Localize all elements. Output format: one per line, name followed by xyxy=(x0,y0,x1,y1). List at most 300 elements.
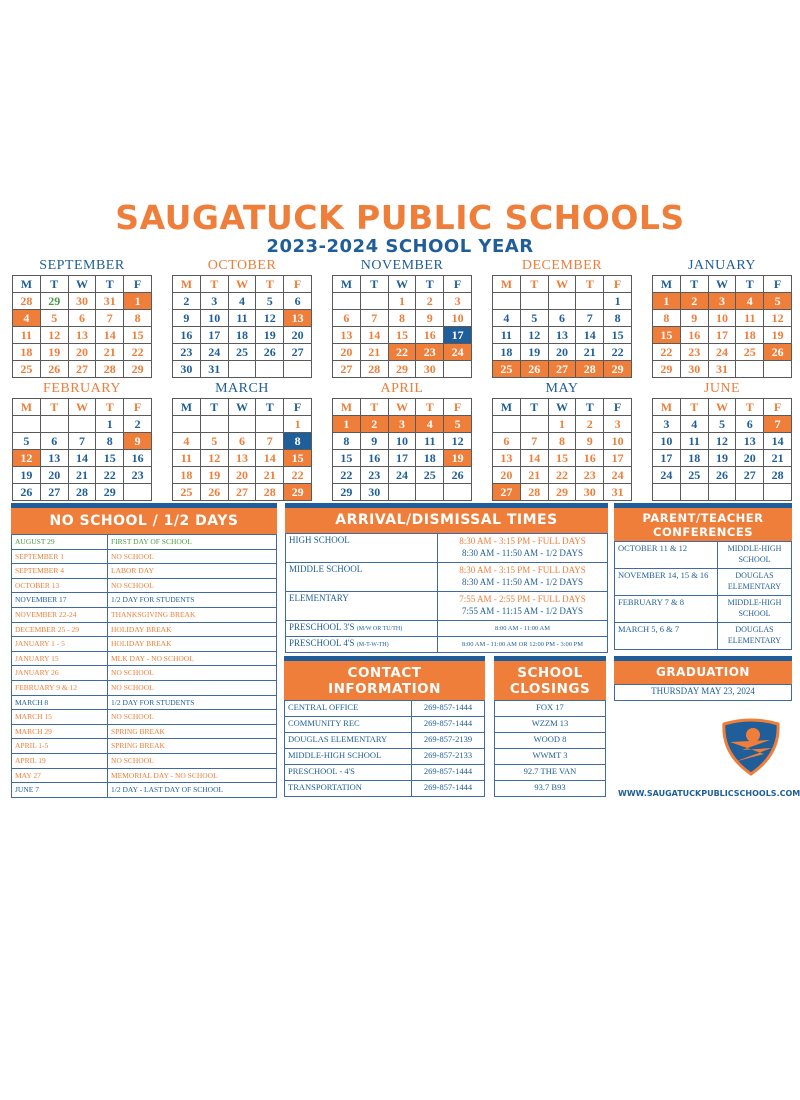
full-day-time: 8:30 AM - 3:15 PM - FULL DAYS xyxy=(459,565,586,575)
day-cell: 20 xyxy=(40,467,68,484)
day-cell: 14 xyxy=(520,450,548,467)
empty-cell xyxy=(493,293,521,310)
day-cell: 28 xyxy=(256,484,284,501)
weekday-header: M xyxy=(493,276,521,293)
day-cell: 19 xyxy=(764,327,792,344)
day-cell: 6 xyxy=(284,293,312,310)
weekday-header: T xyxy=(680,276,708,293)
day-cell: 1 xyxy=(96,416,124,433)
day-cell: 3 xyxy=(200,293,228,310)
arrival-dismissal-title: ARRIVAL/DISMISSAL TIMES xyxy=(285,508,608,533)
day-cell: 16 xyxy=(124,450,152,467)
day-cell: 20 xyxy=(548,344,576,361)
no-school-date: MARCH 15 xyxy=(12,710,108,725)
no-school-event: NO SCHOOL xyxy=(108,680,277,695)
day-cell: 10 xyxy=(604,433,632,450)
no-school-date: MAY 27 xyxy=(12,768,108,783)
weekday-header: W xyxy=(68,399,96,416)
conference-school-line2: SCHOOL xyxy=(738,609,771,618)
conference-date: NOVEMBER 14, 15 & 16 xyxy=(615,569,718,596)
no-school-row xyxy=(12,637,277,652)
day-cell: 26 xyxy=(708,467,736,484)
weekday-header: M xyxy=(493,399,521,416)
day-cell: 19 xyxy=(708,450,736,467)
no-school-row xyxy=(12,680,277,695)
no-school-row xyxy=(12,710,277,725)
empty-cell xyxy=(736,361,764,378)
preschool-time: 8:00 AM - 11:00 AM OR 12:00 PM - 3:00 PM xyxy=(438,637,608,653)
closing-row xyxy=(495,781,606,797)
day-cell: 11 xyxy=(736,310,764,327)
empty-cell xyxy=(653,484,681,501)
month-table xyxy=(332,398,472,501)
month-november xyxy=(332,258,472,378)
weekday-header: T xyxy=(416,399,444,416)
day-cell: 5 xyxy=(444,416,472,433)
day-cell: 26 xyxy=(40,361,68,378)
no-school-row xyxy=(12,753,277,768)
month-name: MARCH xyxy=(215,381,269,396)
day-cell: 6 xyxy=(333,310,361,327)
empty-cell xyxy=(228,416,256,433)
day-cell: 22 xyxy=(284,467,312,484)
day-cell: 26 xyxy=(200,484,228,501)
no-school-date: DECEMBER 25 - 29 xyxy=(12,622,108,637)
half-day-time: 7:55 AM - 11:15 AM - 1/2 DAYS xyxy=(461,606,584,616)
contact-name: COMMUNITY REC xyxy=(285,717,412,733)
closing-station: FOX 17 xyxy=(495,701,606,717)
day-cell: 25 xyxy=(13,361,41,378)
day-cell: 6 xyxy=(548,310,576,327)
no-school-event: SPRING BREAK xyxy=(108,739,277,754)
day-cell: 22 xyxy=(96,467,124,484)
no-school-event: 1/2 DAY FOR STUDENTS xyxy=(108,695,277,710)
school-times xyxy=(438,592,608,621)
day-cell: 14 xyxy=(360,327,388,344)
day-cell: 15 xyxy=(653,327,681,344)
weekday-header: W xyxy=(708,399,736,416)
day-cell: 7 xyxy=(520,433,548,450)
day-cell: 26 xyxy=(13,484,41,501)
empty-cell xyxy=(40,416,68,433)
day-cell: 21 xyxy=(576,344,604,361)
day-cell: 19 xyxy=(444,450,472,467)
preschool-days: (M-T-W-TH) xyxy=(356,642,389,648)
day-cell: 7 xyxy=(360,310,388,327)
month-table xyxy=(12,398,152,501)
month-september xyxy=(12,258,152,378)
day-cell: 2 xyxy=(416,293,444,310)
empty-cell xyxy=(256,361,284,378)
conference-school-line2: ELEMENTARY xyxy=(727,636,782,645)
day-cell: 12 xyxy=(13,450,41,467)
day-cell: 12 xyxy=(520,327,548,344)
weekday-header: T xyxy=(256,399,284,416)
day-cell: 18 xyxy=(493,344,521,361)
no-school-date: JANUARY 26 xyxy=(12,666,108,681)
weekday-header: M xyxy=(653,276,681,293)
day-cell: 15 xyxy=(333,450,361,467)
day-cell: 29 xyxy=(333,484,361,501)
no-school-event: 1/2 DAY FOR STUDENTS xyxy=(108,593,277,608)
day-cell: 29 xyxy=(548,484,576,501)
day-cell: 29 xyxy=(653,361,681,378)
day-cell: 11 xyxy=(493,327,521,344)
month-name: APRIL xyxy=(380,381,424,396)
no-school-row xyxy=(12,549,277,564)
weekday-header: F xyxy=(764,276,792,293)
day-cell: 27 xyxy=(68,361,96,378)
contact-name: TRANSPORTATION xyxy=(285,781,412,797)
day-cell: 31 xyxy=(96,293,124,310)
day-cell: 1 xyxy=(548,416,576,433)
day-cell: 10 xyxy=(444,310,472,327)
day-cell: 7 xyxy=(96,310,124,327)
day-cell: 30 xyxy=(416,361,444,378)
day-cell: 20 xyxy=(228,467,256,484)
preschool-time: 8:00 AM - 11:00 AM xyxy=(438,621,608,637)
empty-cell xyxy=(520,293,548,310)
day-cell: 25 xyxy=(416,467,444,484)
closings-panel xyxy=(494,656,606,797)
day-cell: 19 xyxy=(40,344,68,361)
weekday-header: W xyxy=(548,276,576,293)
day-cell: 28 xyxy=(520,484,548,501)
empty-cell xyxy=(764,361,792,378)
day-cell: 6 xyxy=(228,433,256,450)
day-cell: 13 xyxy=(228,450,256,467)
empty-cell xyxy=(388,484,416,501)
day-cell: 1 xyxy=(653,293,681,310)
day-cell: 2 xyxy=(124,416,152,433)
no-school-date: APRIL 19 xyxy=(12,753,108,768)
day-cell: 26 xyxy=(520,361,548,378)
no-school-event: MEMORIAL DAY - NO SCHOOL xyxy=(108,768,277,783)
contact-phone[interactable]: 269-857-1444 xyxy=(412,717,485,733)
no-school-event: HOLIDAY BREAK xyxy=(108,637,277,652)
month-name: NOVEMBER xyxy=(360,258,444,273)
day-cell: 20 xyxy=(284,327,312,344)
no-school-date: NOVEMBER 22-24 xyxy=(12,607,108,622)
day-cell: 13 xyxy=(493,450,521,467)
day-cell: 29 xyxy=(124,361,152,378)
graduation-panel xyxy=(614,656,792,701)
day-cell: 10 xyxy=(200,310,228,327)
conference-school xyxy=(718,596,792,623)
weekday-header: F xyxy=(124,399,152,416)
no-school-event: NO SCHOOL xyxy=(108,549,277,564)
day-cell: 3 xyxy=(708,293,736,310)
day-cell: 3 xyxy=(653,416,681,433)
day-cell: 28 xyxy=(96,361,124,378)
weekday-header: M xyxy=(653,399,681,416)
weekday-header: F xyxy=(604,399,632,416)
day-cell: 27 xyxy=(333,361,361,378)
weekday-header: W xyxy=(228,399,256,416)
website-url[interactable]: WWW.SAUGATUCKPUBLICSCHOOLS.COM xyxy=(618,789,800,798)
no-school-date: JANUARY 1 - 5 xyxy=(12,637,108,652)
day-cell: 25 xyxy=(493,361,521,378)
day-cell: 1 xyxy=(333,416,361,433)
day-cell: 18 xyxy=(173,467,201,484)
weekday-header: W xyxy=(388,399,416,416)
preschool-name xyxy=(286,637,438,653)
day-cell: 20 xyxy=(493,467,521,484)
half-day-time: 8:30 AM - 11:50 AM - 1/2 DAYS xyxy=(461,548,584,558)
month-june xyxy=(652,381,792,501)
day-cell: 27 xyxy=(40,484,68,501)
day-cell: 2 xyxy=(173,293,201,310)
preschool-name xyxy=(286,621,438,637)
day-cell: 5 xyxy=(520,310,548,327)
contact-name: DOUGLAS ELEMENTARY xyxy=(285,733,412,749)
day-cell: 19 xyxy=(200,467,228,484)
weekday-header: F xyxy=(764,399,792,416)
day-cell: 23 xyxy=(576,467,604,484)
no-school-date: OCTOBER 13 xyxy=(12,578,108,593)
weekday-header: F xyxy=(124,276,152,293)
no-school-row xyxy=(12,622,277,637)
closing-station: WWMT 3 xyxy=(495,749,606,765)
school-shield-logo xyxy=(720,718,782,776)
day-cell: 12 xyxy=(764,310,792,327)
conference-row xyxy=(615,596,792,623)
contact-phone[interactable]: 269-857-2139 xyxy=(412,733,485,749)
day-cell: 3 xyxy=(444,293,472,310)
no-school-row xyxy=(12,695,277,710)
weekday-header: T xyxy=(520,276,548,293)
empty-cell xyxy=(520,416,548,433)
day-cell: 4 xyxy=(736,293,764,310)
contact-phone[interactable]: 269-857-1444 xyxy=(412,701,485,717)
day-cell: 1 xyxy=(388,293,416,310)
day-cell: 20 xyxy=(68,344,96,361)
closings-title-line2: CLOSINGS xyxy=(509,681,591,697)
no-school-event: MLK DAY - NO SCHOOL xyxy=(108,651,277,666)
day-cell: 6 xyxy=(736,416,764,433)
day-cell: 15 xyxy=(548,450,576,467)
day-cell: 28 xyxy=(764,467,792,484)
closings-title xyxy=(494,661,606,700)
no-school-date: FEBRUARY 9 & 12 xyxy=(12,680,108,695)
school-year-subtitle: 2023-2024 SCHOOL YEAR xyxy=(266,236,534,257)
month-table xyxy=(492,398,632,501)
day-cell: 8 xyxy=(96,433,124,450)
day-cell: 11 xyxy=(13,327,41,344)
weekday-header: W xyxy=(388,276,416,293)
day-cell: 16 xyxy=(360,450,388,467)
day-cell: 10 xyxy=(708,310,736,327)
day-cell: 24 xyxy=(604,467,632,484)
weekday-header: T xyxy=(680,399,708,416)
day-cell: 30 xyxy=(680,361,708,378)
day-cell: 16 xyxy=(416,327,444,344)
month-name: JUNE xyxy=(703,381,741,396)
no-school-table xyxy=(11,534,277,798)
weekday-header: F xyxy=(284,276,312,293)
contact-row xyxy=(285,717,485,733)
no-school-row xyxy=(12,783,277,798)
day-cell: 14 xyxy=(764,433,792,450)
day-cell: 15 xyxy=(96,450,124,467)
school-name: MIDDLE SCHOOL xyxy=(286,563,438,592)
contact-row xyxy=(285,701,485,717)
closing-row xyxy=(495,733,606,749)
closing-station: WZZM 13 xyxy=(495,717,606,733)
conference-school-line1: DOUGLAS xyxy=(735,571,774,580)
conference-school-line1: MIDDLE-HIGH xyxy=(727,544,782,553)
month-name: SEPTEMBER xyxy=(39,258,125,273)
empty-cell xyxy=(360,293,388,310)
day-cell: 5 xyxy=(708,416,736,433)
day-cell: 27 xyxy=(284,344,312,361)
day-cell: 7 xyxy=(576,310,604,327)
day-cell: 22 xyxy=(604,344,632,361)
day-cell: 16 xyxy=(173,327,201,344)
weekday-header: W xyxy=(228,276,256,293)
empty-cell xyxy=(708,484,736,501)
half-day-time: 8:30 AM - 11:50 AM - 1/2 DAYS xyxy=(461,577,584,587)
day-cell: 28 xyxy=(576,361,604,378)
no-school-event: HOLIDAY BREAK xyxy=(108,622,277,637)
times-row xyxy=(286,534,608,563)
day-cell: 4 xyxy=(13,310,41,327)
no-school-event: NO SCHOOL xyxy=(108,666,277,681)
day-cell: 1 xyxy=(604,293,632,310)
weekday-header: M xyxy=(333,276,361,293)
day-cell: 24 xyxy=(388,467,416,484)
empty-cell xyxy=(124,484,152,501)
conference-school xyxy=(718,542,792,569)
day-cell: 14 xyxy=(68,450,96,467)
no-school-date: SEPTEMBER 1 xyxy=(12,549,108,564)
day-cell: 13 xyxy=(548,327,576,344)
contact-row xyxy=(285,781,485,797)
day-cell: 2 xyxy=(576,416,604,433)
conferences-title-line1: PARENT/TEACHER xyxy=(642,511,764,525)
day-cell: 30 xyxy=(68,293,96,310)
conference-date: MARCH 5, 6 & 7 xyxy=(615,623,718,650)
day-cell: 2 xyxy=(680,293,708,310)
day-cell: 22 xyxy=(333,467,361,484)
day-cell: 27 xyxy=(493,484,521,501)
month-april xyxy=(332,381,472,501)
page-title: SAUGATUCK PUBLIC SCHOOLS xyxy=(115,198,685,237)
day-cell: 21 xyxy=(520,467,548,484)
conferences-title-line2: CONFERENCES xyxy=(653,525,753,539)
conference-date: OCTOBER 11 & 12 xyxy=(615,542,718,569)
empty-cell xyxy=(256,416,284,433)
month-table xyxy=(332,275,472,378)
empty-cell xyxy=(200,416,228,433)
conference-row xyxy=(615,542,792,569)
times-row xyxy=(286,563,608,592)
day-cell: 13 xyxy=(333,327,361,344)
contact-name: MIDDLE-HIGH SCHOOL xyxy=(285,749,412,765)
day-cell: 17 xyxy=(444,327,472,344)
no-school-row xyxy=(12,724,277,739)
arrival-dismissal-panel xyxy=(285,503,608,653)
day-cell: 9 xyxy=(416,310,444,327)
day-cell: 30 xyxy=(360,484,388,501)
month-march xyxy=(172,381,312,501)
weekday-header: M xyxy=(173,276,201,293)
closing-row xyxy=(495,701,606,717)
contact-phone[interactable]: 269-857-1444 xyxy=(412,781,485,797)
full-day-time: 8:30 AM - 3:15 PM - FULL DAYS xyxy=(459,536,586,546)
times-table xyxy=(285,533,608,653)
day-cell: 4 xyxy=(680,416,708,433)
closing-row xyxy=(495,717,606,733)
day-cell: 29 xyxy=(96,484,124,501)
empty-cell xyxy=(444,361,472,378)
day-cell: 23 xyxy=(360,467,388,484)
day-cell: 17 xyxy=(604,450,632,467)
day-cell: 7 xyxy=(256,433,284,450)
day-cell: 26 xyxy=(764,344,792,361)
month-name: DECEMBER xyxy=(521,258,603,273)
graduation-table xyxy=(614,684,792,701)
weekday-header: T xyxy=(40,276,68,293)
day-cell: 22 xyxy=(388,344,416,361)
day-cell: 5 xyxy=(256,293,284,310)
full-day-time: 7:55 AM - 2:55 PM - FULL DAYS xyxy=(459,594,586,604)
weekday-header: T xyxy=(256,276,284,293)
day-cell: 28 xyxy=(68,484,96,501)
empty-cell xyxy=(416,484,444,501)
day-cell: 27 xyxy=(548,361,576,378)
weekday-header: M xyxy=(173,399,201,416)
preschool-days: (M/W OR TU/TH) xyxy=(356,626,403,632)
contact-name: PRESCHOOL - 4'S xyxy=(285,765,412,781)
month-name: MAY xyxy=(545,381,579,396)
no-school-row xyxy=(12,739,277,754)
contact-phone[interactable]: 269-857-1444 xyxy=(412,765,485,781)
no-school-event: THANKSGIVING BREAK xyxy=(108,607,277,622)
weekday-header: M xyxy=(13,399,41,416)
day-cell: 22 xyxy=(653,344,681,361)
preschool-row xyxy=(286,637,608,653)
day-cell: 25 xyxy=(173,484,201,501)
no-school-date: MARCH 8 xyxy=(12,695,108,710)
month-october xyxy=(172,258,312,378)
contact-phone[interactable]: 269-857-2133 xyxy=(412,749,485,765)
day-cell: 19 xyxy=(13,467,41,484)
day-cell: 18 xyxy=(13,344,41,361)
weekday-header: T xyxy=(736,399,764,416)
day-cell: 15 xyxy=(604,327,632,344)
empty-cell xyxy=(173,416,201,433)
day-cell: 29 xyxy=(40,293,68,310)
no-school-title: NO SCHOOL / 1/2 DAYS xyxy=(11,508,277,534)
closing-station: 93.7 B93 xyxy=(495,781,606,797)
month-name: FEBRUARY xyxy=(43,381,121,396)
day-cell: 4 xyxy=(493,310,521,327)
day-cell: 23 xyxy=(124,467,152,484)
day-cell: 8 xyxy=(124,310,152,327)
day-cell: 21 xyxy=(96,344,124,361)
month-table xyxy=(172,275,312,378)
month-january xyxy=(652,258,792,378)
day-cell: 18 xyxy=(680,450,708,467)
weekday-header: T xyxy=(576,276,604,293)
day-cell: 18 xyxy=(736,327,764,344)
day-cell: 11 xyxy=(680,433,708,450)
weekday-header: W xyxy=(548,399,576,416)
conference-school-line2: ELEMENTARY xyxy=(727,582,782,591)
day-cell: 29 xyxy=(604,361,632,378)
no-school-event: FIRST DAY OF SCHOOL xyxy=(108,535,277,550)
